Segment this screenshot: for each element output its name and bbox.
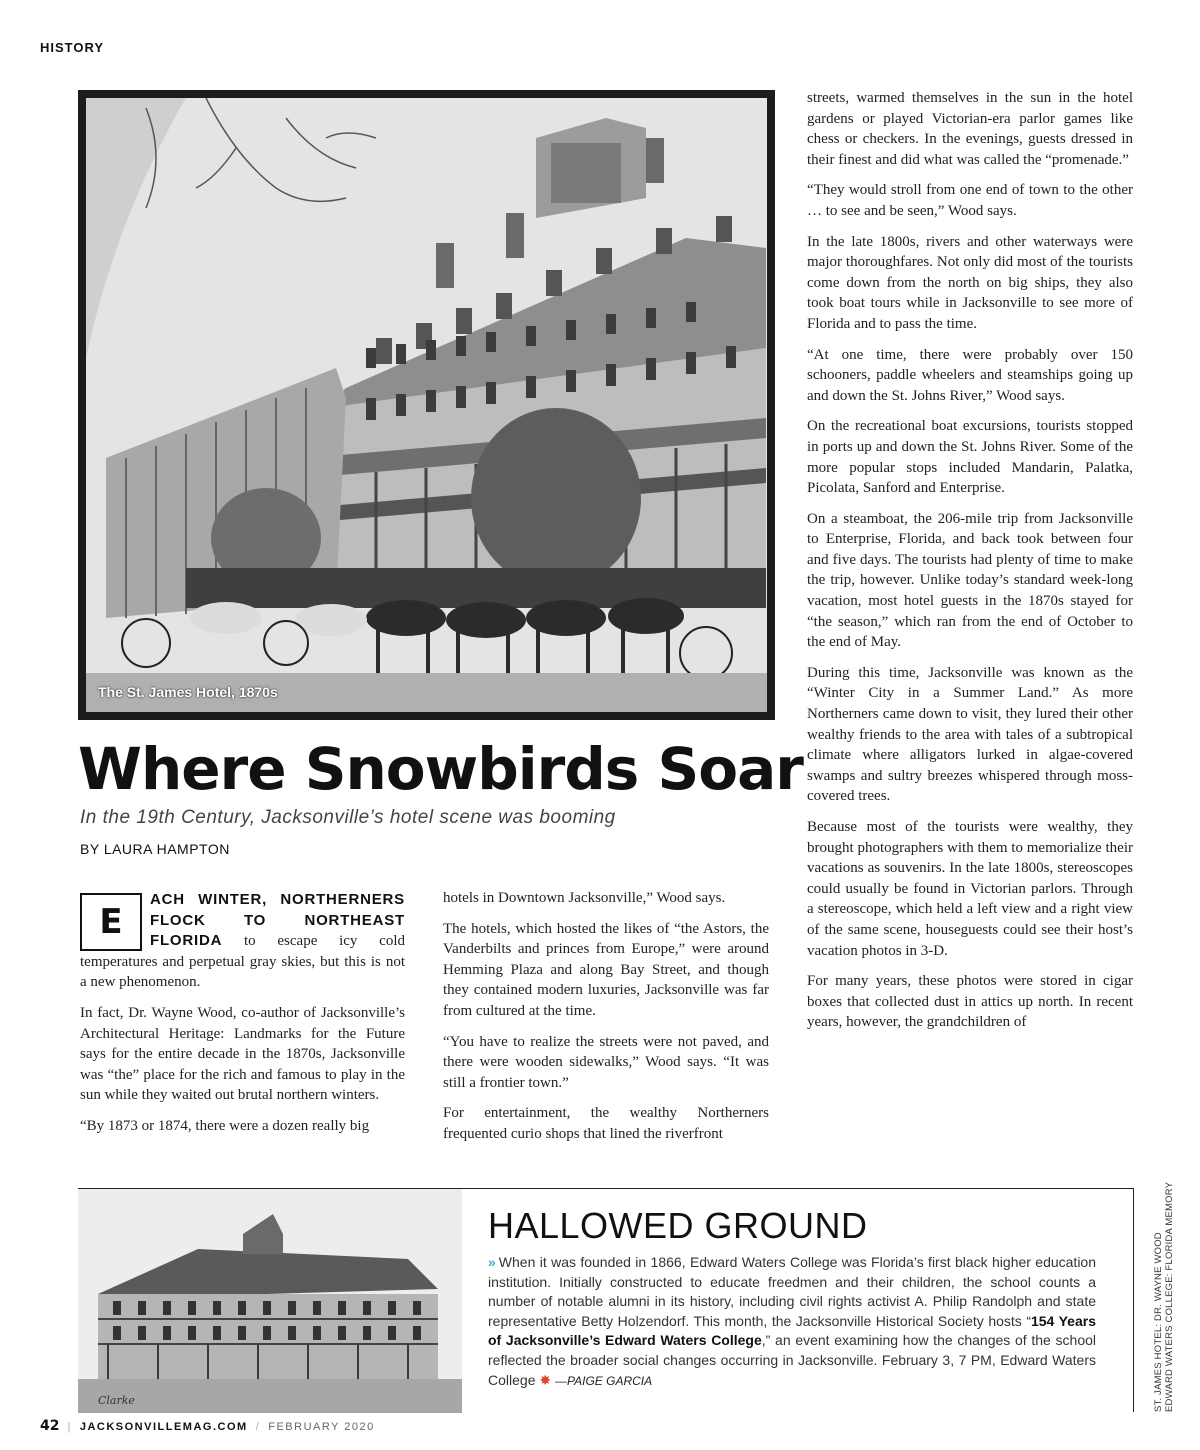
section-label: HISTORY [40,40,105,55]
article-column-2 [443,888,769,1155]
paragraph: Because most of the tourists were wealthy, they brought photographers with them to memorialize their vacations as souvenirs. In the late 1800s, stereoscopes could usually be found in Victorian parlors. Through a stereoscope, which held a left view and a right view of the same scene, houseguests could see their host’s vacation photos in 3-D. [807,819,1133,959]
paragraph: In the late 1800s, rivers and other waterways were major thoroughfares. Not only did most of the tourists come down from the north on big ships, they also took boat tours while in Jacksonville to see more of Florida and to pass the time. [807,233,1133,332]
paragraph: hotels in Downtown Jacksonville,” Wood says. [443,890,726,906]
arrow-icon: » [488,1254,493,1270]
sidebar-title: HALLOWED GROUND [488,1205,868,1246]
college-illustration [78,1189,462,1413]
paragraph: For many years, these photos were stored in cigar boxes that collected dust in attics up north. In recent years, however, the grandchildren of [807,973,1133,1031]
sidebar-text-part: When it was founded in 1866, Edward Waters College was Florida’s first black higher education institution. Initially constructed to educate freedmen and their children, the school counts a number of notable alumni in its history, including civil rights activist A. Philip Randolph and state representative Betty Holzendorf. This month, the Jacksonville Historical Society hosts “ [488,1254,1096,1329]
paragraph: On the recreational boat excursions, tourists stopped in ports up and down the St. Johns River. Some of the more popular stops included Mandarin, Palatka, Picolata, Sanford and Enterprise. [807,418,1133,497]
photo-signature: Clarke [98,1394,135,1407]
author-credit: —PAIGE GARCIA [555,1373,653,1388]
hotel-illustration [86,98,767,712]
photo-credit-line: EDWARD WATERS COLLEGE: FLORIDA MEMORY [1164,1181,1175,1412]
paragraph: “You have to realize the streets were not paved, and there were wooden sidewalks,” Wood says. “It was still a frontier town.” [443,1033,769,1091]
issue-date: FEBRUARY 2020 [268,1421,375,1433]
paragraph: For entertainment, the wealthy Northerners frequented curio shops that lined the riverfront [443,1105,769,1142]
sidebar-text [488,1253,1096,1391]
page-number: 42 [40,1418,60,1434]
star-icon: ✸ [539,1371,552,1388]
lead-paragraph [80,890,405,993]
paragraph: During this time, Jacksonville was known as the “Winter City in a Summer Land.” As more Northerners came down to visit, they lured their other wealthy friends to the area with tales of a subtropical climate where alligators lurked in algae-covered swamps and sultry breezes whispered through moss-covered trees. [807,664,1133,805]
paragraph: “At one time, there were probably over 150 schooners, paddle wheelers and steamships going up and down the St. Johns River,” Wood says. [807,346,1133,404]
page-footer [40,1418,375,1434]
paragraph: On a steamboat, the 206-mile trip from Jacksonville to Enterprise, Florida, and back took between four and five days. The tourists had plenty of time to make the trip, however. Unlike today’s standard week-long vacation, most hotel guests in the 1870s stayed for “the season,” which ran from the end of October to the end of May. [807,510,1133,651]
article-column-3 [807,88,1133,1043]
hero-photo-frame [78,90,775,720]
paragraph: In fact, Dr. Wayne Wood, co-author of Jacksonville’s Architectural Heritage: Landmarks for the Future says for the entire decade in the 1870s, Jacksonville was “the” place for the rich and famous to play in the sun while they waited out brutal northern winters. [80,1004,405,1104]
hotel-photo [86,98,767,712]
paragraph: streets, warmed themselves in the sun in the hotel gardens or played Victorian-era parlor games like chess or checkers. In the evenings, guests dressed in their finest and did what was called the “promenade.” [807,90,1133,168]
sidebar-box [78,1188,1134,1412]
college-photo [78,1189,462,1413]
byline: BY LAURA HAMPTON [80,841,230,857]
photo-credit-line: ST. JAMES HOTEL: DR. WAYNE WOOD [1153,1232,1164,1412]
photo-credits [1153,1182,1175,1412]
article-title: Where Snowbirds Soar [78,735,803,803]
sidebar-text-part: ,” an event examining how the changes of the school reflected the broader social changes occurring in Jacksonville. February 3, 7 PM, Edward Waters College [488,1332,1097,1388]
paragraph: “By 1873 or 1874, there were a dozen really big [80,1117,370,1134]
photo-caption: The St. James Hotel, 1870s [98,684,278,700]
footer-divider: | [67,1421,72,1433]
event-name: 154 Years of Jacksonville’s Edward Waters College [488,1312,1096,1349]
paragraph: “They would stroll from one end of town to the other … to see and be seen,” Wood says. [807,182,1133,219]
lead-caps: ACH WINTER, NORTHERNERS FLOCK TO NORTHEAST FLORIDA [150,891,405,950]
article-column-1 [80,890,405,1147]
site-name: JACKSONVILLEMAG.COM [79,1421,248,1433]
drop-cap: E [80,893,142,951]
article-subtitle: In the 19th Century, Jacksonville’s hotel scene was booming [80,807,616,828]
footer-divider: / [255,1421,261,1433]
lead-text: to escape icy cold temperatures and perpetual gray skies, but this is not a new phenomenon. [80,933,405,991]
paragraph: The hotels, which hosted the likes of “the Astors, the Vanderbilts and princes from Europe,” were around Hemming Plaza and along Bay Street, and though they contained modern luxuries, Jacksonville was far from cultured at the time. [443,920,769,1019]
